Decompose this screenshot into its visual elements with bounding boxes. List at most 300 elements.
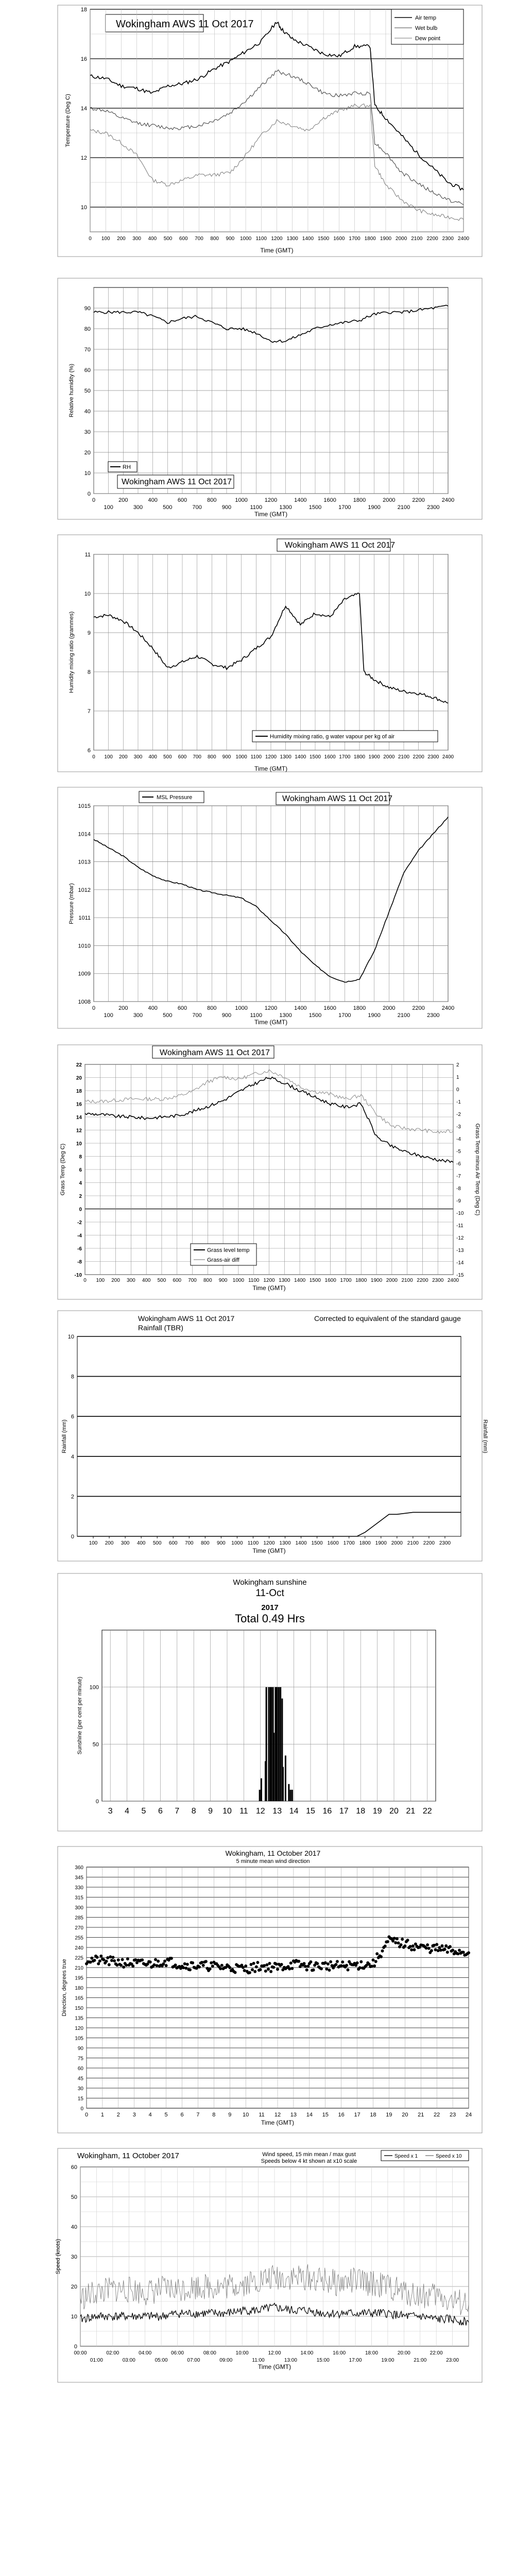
y-axis-label: Speed (knots) <box>55 2239 61 2275</box>
data-point <box>290 1967 294 1970</box>
x-tick-label: 9 <box>208 1807 213 1816</box>
x-axis-label: Time (GMT) <box>261 2119 295 2126</box>
x-tick-label: 10 <box>243 2112 249 2118</box>
x-tick-label: 1700 <box>340 1278 352 1283</box>
temperature-chart-panel <box>57 4 483 258</box>
data-point <box>391 1940 394 1943</box>
x-tick-label: 1000 <box>235 497 248 503</box>
data-point <box>304 1965 307 1968</box>
chart-title: Wokingham AWS 11 Oct 2017 <box>116 19 254 30</box>
y-axis-label: Humidity mixing ratio (grammes) <box>68 611 75 693</box>
y-tick-label: 1012 <box>78 887 91 893</box>
x-tick-label: 0 <box>89 236 92 242</box>
data-point <box>188 1968 192 1971</box>
x-tick-label: 1100 <box>255 236 267 242</box>
x-tick-label: 900 <box>222 754 231 760</box>
x-tick-label: 1300 <box>279 1278 290 1283</box>
chart-year: 2017 <box>261 1603 279 1612</box>
data-point <box>210 1961 213 1964</box>
x-tick-label: 300 <box>133 1012 143 1019</box>
data-point <box>119 1964 123 1967</box>
y-tick-label: 210 <box>75 1965 83 1971</box>
wind-speed-chart-panel <box>57 2147 483 2383</box>
y-tick-label: 2 <box>79 1194 82 1199</box>
legend-label: Speed x 10 <box>436 2154 462 2159</box>
y-axis-label-right: Rainfall (mm) <box>482 1419 488 1453</box>
x-tick-label: 1400 <box>302 236 314 242</box>
y-tick-label: 0 <box>87 491 91 497</box>
data-point <box>265 1963 268 1967</box>
data-point <box>109 1955 112 1958</box>
data-point <box>126 1957 129 1960</box>
data-point <box>280 1963 283 1966</box>
x-tick-label: 600 <box>179 236 188 242</box>
data-point <box>381 1950 384 1953</box>
legend-label: RH <box>123 464 131 470</box>
x-tick-label: 1200 <box>265 754 277 760</box>
y-tick-label: 40 <box>71 2224 77 2230</box>
y-tick-label-right: 0 <box>456 1087 459 1093</box>
x-tick-label: 600 <box>178 754 187 760</box>
x-tick-label: 1500 <box>308 504 322 511</box>
x-tick-label: 1000 <box>235 754 247 760</box>
x-tick-label: 200 <box>117 236 126 242</box>
x-tick-label: 4 <box>148 2112 152 2118</box>
data-point <box>458 1949 461 1952</box>
data-point <box>425 1946 428 1950</box>
y-tick-label: 135 <box>75 2015 83 2022</box>
x-tick-label: 1500 <box>309 1278 321 1283</box>
x-tick-label: 1600 <box>333 236 345 242</box>
x-tick-label: 1500 <box>311 1540 323 1546</box>
data-point <box>121 1958 124 1961</box>
y-tick-label: 0 <box>80 2106 83 2112</box>
y-tick-label: 4 <box>79 1180 82 1187</box>
y-tick-label: 255 <box>75 1935 83 1941</box>
y-tick-label: 100 <box>89 1684 99 1691</box>
y-tick-label: -8 <box>77 1259 82 1265</box>
x-tick-label: 2200 <box>412 497 425 503</box>
x-tick-label: 1800 <box>353 754 366 760</box>
x-tick-label: 1900 <box>368 1012 381 1019</box>
data-point <box>336 1960 339 1963</box>
data-point <box>115 1963 118 1967</box>
x-tick-label: 2200 <box>413 754 424 760</box>
x-tick-label: 300 <box>121 1540 130 1546</box>
x-tick-label: 1100 <box>248 1278 260 1283</box>
x-tick-label: 10 <box>222 1807 232 1816</box>
data-point <box>441 1944 444 1947</box>
y-tick-label: 60 <box>77 2066 83 2072</box>
x-axis-label: Time (GMT) <box>254 511 288 518</box>
x-tick-label: 2100 <box>398 754 410 760</box>
data-point <box>234 1971 237 1974</box>
x-tick-label: 4 <box>125 1807 130 1816</box>
x-tick-label: 400 <box>148 236 157 242</box>
data-point <box>152 1963 156 1967</box>
data-point <box>433 1944 436 1947</box>
x-tick-label: 700 <box>192 1012 202 1019</box>
x-tick-label: 1000 <box>231 1540 243 1546</box>
y-tick-label: 14 <box>80 106 87 112</box>
x-tick-label: 1200 <box>263 1540 275 1546</box>
mixing-ratio-chart <box>57 534 483 773</box>
x-tick-label: 19 <box>386 2112 392 2118</box>
data-point <box>430 1949 433 1952</box>
y-axis-label: Temperature (Deg C) <box>65 94 71 147</box>
legend-label: Grass-air diff <box>207 1257 239 1263</box>
x-tick-label: 2400 <box>442 754 454 760</box>
y-tick-label: 285 <box>75 1915 83 1921</box>
x-tick-label: 200 <box>118 754 128 760</box>
x-tick-label: 6 <box>180 2112 184 2118</box>
x-tick-label: 2400 <box>457 236 470 242</box>
data-point <box>456 1952 459 1955</box>
x-axis-label: Time (GMT) <box>254 765 288 772</box>
x-tick-label: 900 <box>221 504 232 511</box>
x-tick-label: 11 <box>239 1807 248 1816</box>
data-point <box>204 1960 208 1963</box>
x-tick-label: 22:00 <box>430 2350 443 2356</box>
x-tick-label: 1600 <box>327 1540 339 1546</box>
x-tick-label: 21 <box>418 2112 424 2118</box>
legend-label: Air temp <box>415 15 436 21</box>
y-tick-label: 50 <box>92 1741 99 1748</box>
rainfall-chart-panel <box>57 1310 488 1562</box>
y-tick-label: 50 <box>71 2194 77 2200</box>
y-tick-label: 10 <box>67 1334 74 1340</box>
data-point <box>131 1964 134 1968</box>
data-point <box>200 1961 203 1964</box>
y-tick-label: 0 <box>74 2344 77 2350</box>
x-tick-label: 07:00 <box>187 2358 200 2363</box>
x-tick-label: 20 <box>389 1807 399 1816</box>
x-tick-label: 0 <box>92 754 95 760</box>
wind-direction-chart-panel <box>57 1845 483 2134</box>
data-point <box>272 1966 275 1969</box>
x-tick-label: 200 <box>118 1005 128 1011</box>
x-tick-label: 1600 <box>324 754 336 760</box>
x-tick-label: 1800 <box>353 497 366 503</box>
y-tick-label: 120 <box>75 2026 83 2031</box>
x-tick-label: 800 <box>200 1540 210 1546</box>
chart-title: Wokingham, 11 October 2017 <box>225 1849 321 1857</box>
x-tick-label: 1300 <box>286 236 298 242</box>
legend-label: Grass level temp <box>207 1247 250 1253</box>
y-tick-label-right: -3 <box>456 1124 461 1130</box>
x-tick-label: 2300 <box>442 236 454 242</box>
y-axis-label: Sunshine (per cent per minute) <box>77 1676 83 1755</box>
data-point <box>276 1968 279 1971</box>
x-tick-label: 1400 <box>295 1540 307 1546</box>
y-tick-label-right: -11 <box>456 1223 464 1229</box>
chart-title: Wokingham AWS 11 Oct 2017 <box>282 794 393 803</box>
y-tick-label: 300 <box>75 1905 83 1911</box>
x-tick-label: 600 <box>168 1540 178 1546</box>
data-point <box>316 1962 319 1965</box>
x-axis-label: Time (GMT) <box>252 1547 286 1554</box>
data-point <box>182 1966 185 1969</box>
x-tick-label: 1700 <box>339 754 351 760</box>
x-tick-label: 1200 <box>264 497 278 503</box>
x-tick-label: 12 <box>255 1807 265 1816</box>
chart-note: Speeds below 4 kt shown at x10 scale <box>261 2158 357 2164</box>
chart-title: Wokingham AWS 11 Oct 2017 <box>160 1048 270 1057</box>
chart-subtitle: 5 minute mean wind direction <box>236 1858 310 1865</box>
y-tick-label: 10 <box>84 470 91 477</box>
y-tick-label: 40 <box>84 409 91 415</box>
x-tick-label: 100 <box>104 754 113 760</box>
x-axis-label: Time (GMT) <box>258 2363 291 2370</box>
data-point <box>410 1948 413 1952</box>
x-tick-label: 1000 <box>239 236 252 242</box>
y-tick-label: 90 <box>77 2046 83 2052</box>
x-tick-label: 800 <box>210 236 219 242</box>
x-tick-label: 2000 <box>383 754 395 760</box>
y-tick-label: 7 <box>87 708 91 715</box>
data-point <box>220 1964 224 1967</box>
x-tick-label: 2 <box>116 2112 120 2118</box>
data-point <box>403 1944 406 1947</box>
data-point <box>191 1961 194 1964</box>
x-tick-label: 300 <box>133 504 143 511</box>
x-tick-label: 500 <box>163 1012 173 1019</box>
x-tick-label: 1400 <box>295 754 306 760</box>
x-tick-label: 2400 <box>441 497 455 503</box>
y-tick-label: 10 <box>80 205 87 211</box>
x-tick-label: 1600 <box>323 1005 336 1011</box>
chart-subtitle: 11-Oct <box>255 1588 284 1599</box>
data-point <box>413 1948 416 1952</box>
data-point <box>244 1964 247 1968</box>
x-tick-label: 1800 <box>359 1540 371 1546</box>
y-tick-label-right: -1 <box>456 1099 461 1105</box>
x-tick-label: 22 <box>422 1807 432 1816</box>
x-tick-label: 2300 <box>427 504 440 511</box>
data-point <box>427 1947 431 1950</box>
x-tick-label: 2200 <box>423 1540 435 1546</box>
data-point <box>312 1969 315 1972</box>
data-point <box>106 1956 109 1959</box>
x-tick-label: 0 <box>83 1278 87 1283</box>
data-point <box>198 1965 201 1969</box>
x-tick-label: 800 <box>207 1005 217 1011</box>
y-tick-label: 10 <box>84 591 91 597</box>
data-point <box>328 1969 331 1972</box>
data-point <box>149 1960 152 1963</box>
x-tick-label: 500 <box>157 1278 166 1283</box>
chart-note: Corrected to equivalent of the standard gauge <box>314 1314 461 1323</box>
x-tick-label: 1500 <box>318 236 330 242</box>
y-tick-label: 4 <box>71 1453 74 1460</box>
y-tick-label: 12 <box>76 1128 82 1134</box>
x-tick-label: 1800 <box>355 1278 367 1283</box>
x-tick-label: 3 <box>132 2112 136 2118</box>
data-point <box>251 1968 254 1971</box>
y-tick-label: 70 <box>84 347 91 353</box>
data-point <box>98 1959 101 1962</box>
y-tick-label: 1008 <box>78 999 91 1005</box>
x-tick-label: 2300 <box>432 1278 444 1283</box>
data-point <box>325 1968 328 1971</box>
data-point <box>406 1939 409 1942</box>
x-tick-label: 200 <box>111 1278 120 1283</box>
x-tick-label: 900 <box>226 236 235 242</box>
wind-speed-chart <box>57 2147 483 2383</box>
x-tick-label: 5 <box>141 1807 146 1816</box>
y-tick-label-right: -14 <box>456 1260 464 1266</box>
y-tick-label: 11 <box>84 552 91 558</box>
x-tick-label: 1700 <box>338 504 351 511</box>
x-tick-label: 600 <box>177 1005 187 1011</box>
data-point <box>386 1940 389 1943</box>
x-tick-label: 100 <box>101 236 110 242</box>
x-tick-label: 19 <box>372 1807 382 1816</box>
x-tick-label: 600 <box>177 497 187 503</box>
x-tick-label: 17 <box>339 1807 349 1816</box>
y-tick-label: 195 <box>75 1975 83 1981</box>
x-tick-label: 0 <box>84 2112 89 2118</box>
y-tick-label-right: -15 <box>456 1273 464 1278</box>
x-tick-label: 1000 <box>232 1278 245 1283</box>
data-point <box>397 1941 400 1944</box>
y-tick-label: 105 <box>75 2036 83 2042</box>
data-point <box>375 1952 379 1955</box>
x-tick-label: 18:00 <box>365 2350 379 2356</box>
y-tick-label: 6 <box>87 748 91 754</box>
x-tick-label: 14:00 <box>300 2350 314 2356</box>
chart-title: Wokingham, 11 October 2017 <box>77 2151 179 2160</box>
humidity-chart-panel <box>57 277 483 520</box>
x-tick-label: 1200 <box>264 1005 278 1011</box>
y-tick-label: 8 <box>87 669 91 675</box>
x-tick-label: 2000 <box>396 236 407 242</box>
chart-title: Wokingham AWS 11 Oct 2017 <box>122 478 232 486</box>
chart-title: Wokingham sunshine <box>233 1578 307 1587</box>
data-point <box>267 1968 270 1971</box>
y-tick-label: 6 <box>79 1167 82 1173</box>
y-tick-label: 10 <box>76 1141 82 1147</box>
data-point <box>327 1962 330 1965</box>
x-tick-label: 2400 <box>447 1278 459 1283</box>
x-tick-label: 15 <box>306 1807 315 1816</box>
x-tick-label: 06:00 <box>170 2350 184 2356</box>
data-point <box>341 1960 344 1963</box>
data-point <box>439 1948 442 1952</box>
y-tick-label-right: -5 <box>456 1149 461 1155</box>
data-point <box>162 1962 165 1965</box>
data-point <box>89 1961 92 1964</box>
legend-label: MSL Pressure <box>157 794 193 801</box>
x-tick-label: 2000 <box>383 1005 396 1011</box>
data-point <box>309 1960 312 1963</box>
y-tick-label: 1013 <box>78 859 91 866</box>
x-tick-label: 11 <box>259 2112 265 2118</box>
x-tick-label: 8 <box>212 2112 216 2118</box>
x-tick-label: 13 <box>290 2112 297 2118</box>
y-tick-label: 0 <box>79 1207 82 1213</box>
y-tick-label-right: -8 <box>456 1186 461 1192</box>
y-tick-label: 345 <box>75 1875 83 1881</box>
x-tick-label: 700 <box>188 1278 197 1283</box>
data-point <box>97 1962 100 1965</box>
x-tick-label: 200 <box>105 1540 114 1546</box>
data-point <box>99 1955 102 1958</box>
x-tick-label: 500 <box>163 504 173 511</box>
y-tick-label-right: -7 <box>456 1174 461 1179</box>
grass-temperature-chart-panel <box>57 1044 483 1300</box>
x-tick-label: 700 <box>192 504 202 511</box>
x-tick-label: 1900 <box>368 504 381 511</box>
pressure-chart <box>57 786 483 1029</box>
x-tick-label: 08:00 <box>203 2350 216 2356</box>
x-tick-label: 3 <box>108 1807 113 1816</box>
data-point <box>449 1945 452 1948</box>
x-tick-label: 400 <box>136 1540 146 1546</box>
data-point <box>113 1959 116 1962</box>
y-tick-label: 225 <box>75 1955 83 1961</box>
y-tick-label: 30 <box>77 2086 83 2092</box>
data-point <box>345 1964 348 1967</box>
y-tick-label: 45 <box>77 2076 83 2082</box>
y-tick-label: 10 <box>71 2314 77 2320</box>
x-tick-label: 16 <box>338 2112 345 2118</box>
data-point <box>356 1961 359 1964</box>
y-tick-label-right: -9 <box>456 1198 461 1204</box>
data-point <box>305 1969 308 1972</box>
data-point <box>340 1964 343 1968</box>
x-axis-label: Time (GMT) <box>260 247 294 254</box>
y-tick-label: 20 <box>71 2284 77 2290</box>
y-tick-label-right: -10 <box>456 1211 464 1216</box>
x-tick-label: 400 <box>148 754 158 760</box>
data-point <box>462 1951 465 1954</box>
x-tick-label: 18 <box>356 1807 366 1816</box>
data-point <box>110 1959 113 1962</box>
x-tick-label: 16:00 <box>333 2350 346 2356</box>
x-tick-label: 500 <box>163 236 173 242</box>
data-point <box>263 1964 266 1967</box>
data-point <box>409 1945 412 1948</box>
y-tick-label: 1011 <box>78 915 91 922</box>
x-tick-label: 2300 <box>439 1540 451 1546</box>
x-tick-label: 9 <box>228 2112 232 2118</box>
x-tick-label: 1500 <box>309 754 321 760</box>
x-tick-label: 2000 <box>391 1540 403 1546</box>
y-tick-label: 2 <box>71 1494 74 1500</box>
x-tick-label: 12:00 <box>268 2350 281 2356</box>
x-tick-label: 700 <box>193 754 202 760</box>
rainfall-chart <box>57 1310 488 1562</box>
x-tick-label: 2200 <box>412 1005 425 1011</box>
y-tick-label: -10 <box>74 1273 82 1278</box>
data-point <box>253 1970 256 1973</box>
x-tick-label: 1100 <box>250 504 263 511</box>
y-tick-label: 30 <box>84 429 91 435</box>
x-tick-label: 2100 <box>407 1540 419 1546</box>
data-point <box>242 1966 245 1969</box>
y-tick-label: -4 <box>77 1233 82 1239</box>
y-tick-label: 80 <box>84 326 91 332</box>
pressure-chart-panel <box>57 786 483 1029</box>
y-axis-label: Direction, degrees true <box>61 1959 67 2016</box>
y-tick-label: 16 <box>80 56 87 62</box>
x-tick-label: 11:00 <box>252 2358 265 2363</box>
x-tick-label: 0 <box>92 1005 96 1011</box>
data-point <box>248 1971 251 1974</box>
data-point <box>209 1968 212 1971</box>
y-axis-label: Rainfall (mm) <box>61 1419 67 1453</box>
